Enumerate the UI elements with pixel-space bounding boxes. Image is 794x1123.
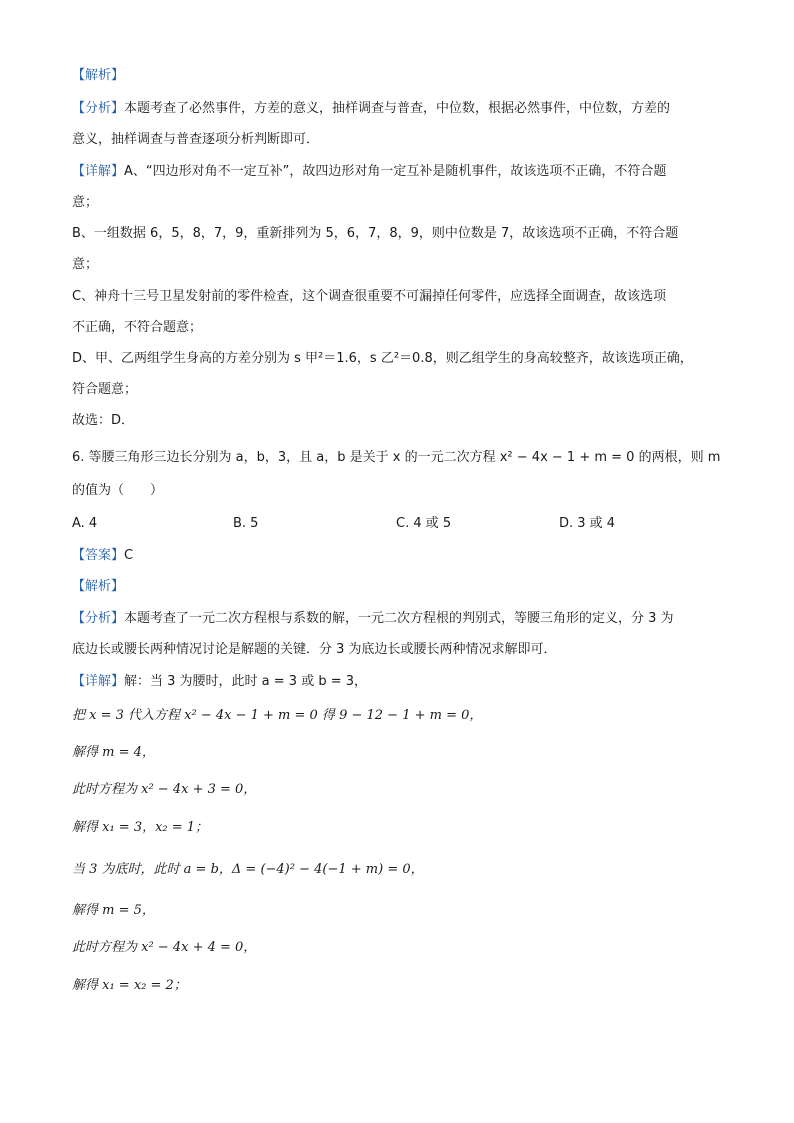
text: B、一组数据 6，5，8，7，9，重新排列为 5，6，7，8，9，则中位数是 7，故该选项不正确，不符合题	[72, 226, 679, 241]
solution-line-6	[72, 862, 424, 878]
text: C、神舟十三号卫星发射前的零件检查，这个调查很重要不可漏掉任何零件，应选择全面调查，故该选项	[72, 289, 667, 304]
math-text: 此时方程为 x² − 4x + 3 = 0，	[72, 782, 257, 797]
analysis-paragraph-line-1	[72, 101, 670, 117]
option-d: D. 3 或 4	[559, 516, 616, 531]
text: 解：当 3 为腰时，此时 a = 3 或 b = 3，	[124, 674, 368, 689]
math-text: 此时方程为 x² − 4x + 4 = 0，	[72, 940, 257, 955]
analysis-tag: 【解析】	[72, 579, 125, 594]
fenxi-tag: 【分析】	[72, 101, 125, 116]
text: 意义，抽样调查与普查逐项分析判断即可．	[72, 132, 320, 147]
option-c: C. 4 或 5	[396, 516, 452, 531]
math-text: 当 3 为底时，此时 a = b，Δ = (−4)² − 4(−1 + m) = 0，	[72, 862, 424, 877]
analysis-tag: 【解析】	[72, 68, 125, 83]
analysis2-line-2	[72, 642, 557, 658]
answer-tag: 【答案】	[72, 548, 125, 563]
math-text: 解得 x₁ = 3，x₂ = 1；	[72, 820, 209, 835]
xiangjie-tag: 【详解】	[72, 164, 125, 179]
detail-line-d-cont	[72, 382, 137, 398]
question-text: 的值为（ ）	[72, 483, 164, 498]
analysis-paragraph-line-2	[72, 132, 319, 148]
detail-line-a	[72, 164, 666, 180]
solution-line-3	[72, 745, 155, 761]
math-text: 解得 m = 5，	[72, 903, 155, 918]
xiangjie-tag: 【详解】	[72, 674, 125, 689]
solution-line-4	[72, 782, 256, 798]
question-6-line-2	[72, 483, 163, 499]
analysis2-line-1	[72, 611, 674, 627]
solution-line-7	[72, 903, 155, 919]
option-b: B. 5	[233, 516, 259, 531]
text: 不正确，不符合题意；	[72, 320, 203, 335]
detail-line-c	[72, 289, 666, 305]
solution-line-5	[72, 820, 208, 836]
text: A、“四边形对角不一定互补”，故四边形对角一定互补是随机事件，故该选项不正确，不符合题	[124, 164, 667, 179]
text: 本题考查了一元二次方程根与系数的解，一元二次方程根的判别式，等腰三角形的定义，分 3 为	[124, 611, 674, 626]
text: 故选：D．	[72, 413, 135, 428]
math-text: 解得 x₁ = x₂ = 2；	[72, 978, 187, 993]
text: 本题考查了必然事件，方差的意义，抽样调查与普查，中位数，根据必然事件，中位数，方差的	[124, 101, 671, 116]
question-6-line-1	[72, 450, 720, 466]
solution-line-9	[72, 978, 187, 994]
detail-line-b	[72, 226, 678, 242]
heading-analysis-1	[72, 68, 124, 84]
fenxi-tag: 【分析】	[72, 611, 125, 626]
detail-line-c-cont	[72, 320, 202, 336]
detail-line-b-cont	[72, 257, 98, 273]
text: 意；	[72, 195, 99, 210]
question-text: 6. 等腰三角形三边长分别为 a，b，3，且 a，b 是关于 x 的一元二次方程 x² − 4x − 1 + m = 0 的两根，则 m	[72, 450, 721, 465]
solution-line-1	[72, 674, 367, 690]
solution-line-2	[72, 708, 482, 724]
answer-value: C	[124, 548, 134, 563]
text: 符合题意；	[72, 382, 138, 397]
option-a: A. 4	[72, 516, 98, 531]
heading-analysis-2	[72, 579, 124, 595]
conclusion-line	[72, 413, 134, 429]
text: 意；	[72, 257, 99, 272]
answer-line	[72, 548, 133, 564]
text: 底边长或腰长两种情况讨论是解题的关键．分 3 为底边长或腰长两种情况求解即可．	[72, 642, 557, 657]
math-text: 解得 m = 4，	[72, 745, 155, 760]
detail-line-a-cont	[72, 195, 98, 211]
text: D、甲、乙两组学生身高的方差分别为 s 甲²＝1.6，s 乙²＝0.8，则乙组学生的身高较整齐，故该选项正确，	[72, 351, 693, 366]
detail-line-d	[72, 351, 693, 367]
math-text: 把 x = 3 代入方程 x² − 4x − 1 + m = 0 得 9 − 12 − 1 + m = 0，	[72, 708, 483, 723]
solution-line-8	[72, 940, 256, 956]
